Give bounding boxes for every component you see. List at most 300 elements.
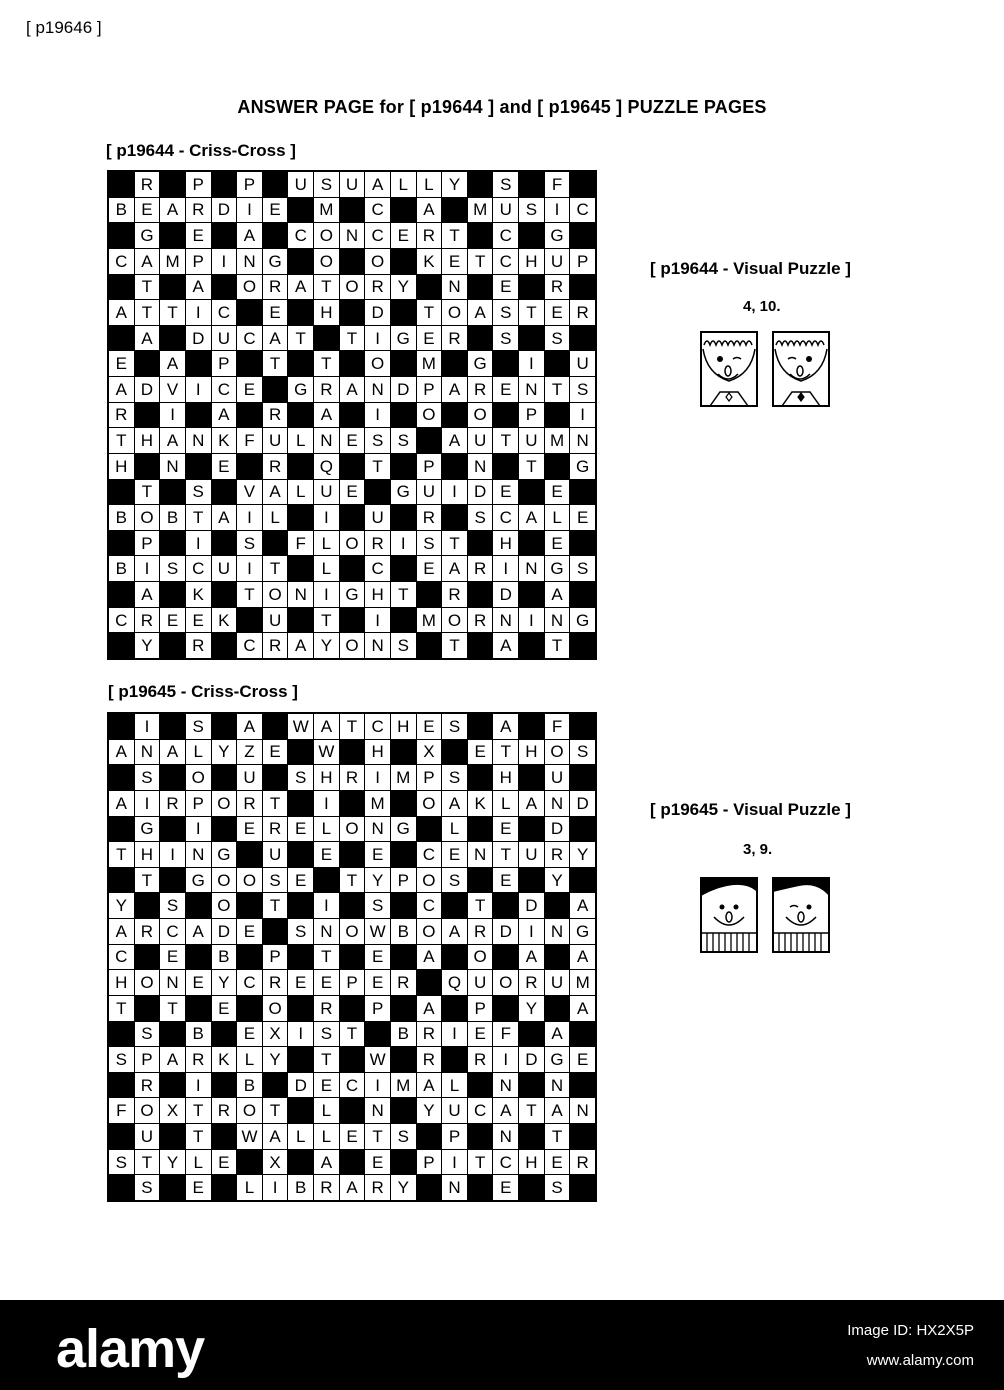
grid-cell: I: [212, 249, 237, 274]
grid-cell: R: [365, 275, 390, 300]
grid-cell: Y: [160, 1150, 185, 1175]
grid-cell: A: [288, 275, 313, 300]
grid-cell: N: [135, 740, 160, 765]
grid-cell: T: [442, 633, 467, 658]
grid-cell: T: [186, 1124, 211, 1149]
grid-block: [391, 300, 416, 325]
grid-cell: A: [442, 791, 467, 816]
grid-cell: P: [468, 996, 493, 1021]
grid-cell: S: [365, 893, 390, 918]
grid-cell: T: [493, 842, 518, 867]
grid-block: [417, 1175, 442, 1200]
grid-block: [109, 714, 134, 739]
grid-block: [212, 223, 237, 248]
grid-cell: E: [212, 454, 237, 479]
grid-cell: U: [519, 842, 544, 867]
grid-block: [468, 326, 493, 351]
grid-cell: L: [237, 1175, 262, 1200]
grid-cell: I: [442, 1150, 467, 1175]
grid-cell: C: [288, 223, 313, 248]
grid-block: [442, 403, 467, 428]
grid-cell: G: [391, 480, 416, 505]
grid-cell: I: [570, 403, 595, 428]
grid-block: [263, 919, 288, 944]
grid-cell: O: [340, 817, 365, 842]
grid-block: [391, 351, 416, 376]
grid-cell: I: [442, 1022, 467, 1047]
grid-cell: A: [263, 480, 288, 505]
grid-cell: T: [365, 1124, 390, 1149]
grid-block: [212, 582, 237, 607]
grid-block: [109, 633, 134, 658]
grid-block: [186, 945, 211, 970]
grid-cell: I: [263, 1175, 288, 1200]
grid-cell: N: [237, 249, 262, 274]
grid-cell: E: [186, 608, 211, 633]
grid-cell: T: [288, 326, 313, 351]
grid-cell: A: [545, 1022, 570, 1047]
grid-cell: E: [340, 480, 365, 505]
grid-cell: G: [545, 223, 570, 248]
grid-block: [109, 1073, 134, 1098]
grid-block: [340, 1150, 365, 1175]
grid-cell: L: [314, 556, 339, 581]
grid-cell: U: [442, 1098, 467, 1123]
grid-cell: S: [545, 326, 570, 351]
grid-cell: F: [545, 714, 570, 739]
grid-block: [545, 893, 570, 918]
grid-cell: S: [570, 740, 595, 765]
grid-cell: S: [391, 633, 416, 658]
grid-cell: A: [442, 919, 467, 944]
grid-cell: W: [365, 919, 390, 944]
grid-block: [160, 1022, 185, 1047]
clown-face-4-image: [700, 331, 758, 407]
grid-cell: M: [545, 428, 570, 453]
grid-cell: E: [186, 223, 211, 248]
grid-cell: A: [570, 945, 595, 970]
grid-block: [109, 1175, 134, 1200]
grid-cell: U: [365, 505, 390, 530]
grid-cell: B: [391, 1022, 416, 1047]
grid-block: [288, 1150, 313, 1175]
grid-cell: C: [109, 249, 134, 274]
grid-cell: O: [417, 403, 442, 428]
grid-cell: N: [493, 1073, 518, 1098]
grid-cell: S: [135, 1175, 160, 1200]
grid-cell: O: [417, 791, 442, 816]
grid-cell: T: [160, 996, 185, 1021]
grid-cell: I: [519, 919, 544, 944]
grid-cell: K: [468, 791, 493, 816]
grid-cell: E: [314, 970, 339, 995]
grid-cell: E: [417, 556, 442, 581]
grid-cell: P: [365, 996, 390, 1021]
image-id: Image ID: HX2X5P: [847, 1322, 974, 1339]
grid-block: [288, 996, 313, 1021]
grid-cell: T: [365, 454, 390, 479]
grid-cell: A: [417, 1073, 442, 1098]
grid-block: [314, 868, 339, 893]
grid-cell: P: [391, 868, 416, 893]
grid-cell: S: [263, 868, 288, 893]
grid-block: [237, 893, 262, 918]
grid-cell: T: [442, 223, 467, 248]
grid-cell: L: [493, 791, 518, 816]
grid-cell: S: [442, 714, 467, 739]
grid-cell: E: [493, 817, 518, 842]
grid-cell: C: [237, 326, 262, 351]
grid-cell: T: [545, 633, 570, 658]
grid-cell: S: [493, 326, 518, 351]
grid-cell: I: [442, 480, 467, 505]
grid-cell: E: [314, 842, 339, 867]
grid-cell: N: [365, 1098, 390, 1123]
grid-cell: H: [519, 740, 544, 765]
grid-cell: B: [109, 505, 134, 530]
grid-cell: C: [468, 1098, 493, 1123]
grid-cell: S: [545, 1175, 570, 1200]
grid-block: [417, 582, 442, 607]
grid-cell: T: [519, 1098, 544, 1123]
grid-cell: V: [160, 377, 185, 402]
grid-cell: L: [288, 1124, 313, 1149]
grid-block: [160, 326, 185, 351]
criss-cross-1-title: [ p19644 - Criss-Cross ]: [106, 141, 296, 160]
grid-cell: G: [570, 454, 595, 479]
grid-block: [493, 945, 518, 970]
grid-block: [340, 842, 365, 867]
grid-cell: A: [570, 893, 595, 918]
grid-cell: O: [468, 945, 493, 970]
grid-cell: E: [237, 919, 262, 944]
grid-cell: Q: [314, 454, 339, 479]
grid-cell: F: [493, 1022, 518, 1047]
grid-cell: S: [365, 428, 390, 453]
grid-cell: C: [237, 633, 262, 658]
grid-block: [519, 531, 544, 556]
grid-cell: N: [442, 275, 467, 300]
grid-cell: L: [314, 1124, 339, 1149]
grid-cell: A: [212, 505, 237, 530]
grid-cell: I: [135, 714, 160, 739]
grid-cell: R: [519, 970, 544, 995]
grid-block: [340, 608, 365, 633]
visual-puzzle-2-title: [ p19645 - Visual Puzzle ]: [650, 800, 851, 819]
grid-cell: U: [545, 970, 570, 995]
grid-cell: C: [365, 556, 390, 581]
grid-cell: A: [314, 714, 339, 739]
grid-cell: I: [237, 505, 262, 530]
grid-block: [545, 403, 570, 428]
grid-block: [468, 633, 493, 658]
grid-cell: P: [340, 970, 365, 995]
grid-cell: D: [493, 919, 518, 944]
grid-cell: R: [160, 791, 185, 816]
grid-cell: A: [519, 945, 544, 970]
grid-cell: U: [212, 556, 237, 581]
grid-cell: E: [417, 714, 442, 739]
grid-block: [570, 1022, 595, 1047]
grid-cell: N: [570, 428, 595, 453]
grid-cell: T: [135, 480, 160, 505]
grid-cell: C: [493, 505, 518, 530]
grid-block: [109, 531, 134, 556]
grid-block: [288, 403, 313, 428]
grid-block: [340, 556, 365, 581]
grid-cell: Y: [212, 970, 237, 995]
grid-cell: M: [365, 791, 390, 816]
grid-block: [570, 275, 595, 300]
grid-cell: H: [519, 1150, 544, 1175]
grid-block: [468, 714, 493, 739]
grid-cell: C: [493, 1150, 518, 1175]
grid-cell: G: [340, 582, 365, 607]
grid-cell: D: [212, 198, 237, 223]
grid-cell: R: [468, 1047, 493, 1072]
grid-block: [442, 893, 467, 918]
grid-block: [519, 633, 544, 658]
grid-cell: F: [109, 1098, 134, 1123]
grid-cell: T: [135, 275, 160, 300]
grid-block: [135, 403, 160, 428]
grid-cell: R: [391, 970, 416, 995]
grid-cell: W: [237, 1124, 262, 1149]
grid-cell: A: [519, 505, 544, 530]
grid-cell: U: [493, 198, 518, 223]
grid-cell: I: [314, 505, 339, 530]
grid-cell: E: [493, 275, 518, 300]
grid-block: [570, 582, 595, 607]
grid-block: [468, 1124, 493, 1149]
grid-block: [160, 633, 185, 658]
grid-block: [468, 1175, 493, 1200]
grid-block: [391, 842, 416, 867]
grid-block: [160, 1124, 185, 1149]
grid-cell: R: [135, 172, 160, 197]
grid-cell: Y: [545, 868, 570, 893]
grid-cell: G: [545, 556, 570, 581]
grid-cell: I: [160, 403, 185, 428]
grid-cell: T: [314, 945, 339, 970]
grid-cell: L: [186, 1150, 211, 1175]
grid-cell: T: [263, 556, 288, 581]
grid-cell: S: [493, 300, 518, 325]
grid-block: [340, 505, 365, 530]
grid-cell: H: [493, 531, 518, 556]
grid-block: [519, 582, 544, 607]
grid-block: [212, 275, 237, 300]
grid-cell: S: [160, 893, 185, 918]
grid-cell: I: [135, 556, 160, 581]
grid-cell: Q: [442, 970, 467, 995]
grid-cell: A: [493, 714, 518, 739]
grid-cell: O: [340, 531, 365, 556]
grid-cell: T: [340, 714, 365, 739]
grid-block: [545, 945, 570, 970]
grid-cell: U: [314, 480, 339, 505]
grid-cell: G: [212, 842, 237, 867]
grid-cell: A: [545, 1098, 570, 1123]
grid-cell: I: [365, 765, 390, 790]
grid-block: [365, 480, 390, 505]
grid-cell: R: [186, 198, 211, 223]
grid-cell: I: [365, 403, 390, 428]
grid-cell: A: [160, 1047, 185, 1072]
grid-cell: E: [570, 505, 595, 530]
grid-cell: A: [493, 633, 518, 658]
grid-cell: E: [237, 377, 262, 402]
grid-block: [519, 480, 544, 505]
grid-cell: O: [135, 505, 160, 530]
grid-cell: G: [288, 377, 313, 402]
grid-cell: Y: [391, 275, 416, 300]
grid-cell: H: [314, 300, 339, 325]
grid-block: [109, 868, 134, 893]
grid-cell: W: [288, 714, 313, 739]
grid-cell: A: [186, 275, 211, 300]
grid-cell: T: [314, 275, 339, 300]
grid-cell: E: [340, 1124, 365, 1149]
grid-cell: E: [212, 996, 237, 1021]
grid-cell: H: [391, 714, 416, 739]
grid-block: [288, 505, 313, 530]
grid-cell: C: [237, 970, 262, 995]
face-3-image: [700, 877, 758, 953]
grid-cell: L: [288, 480, 313, 505]
grid-block: [519, 223, 544, 248]
grid-cell: O: [212, 868, 237, 893]
grid-cell: U: [237, 765, 262, 790]
grid-cell: S: [237, 531, 262, 556]
grid-block: [519, 1124, 544, 1149]
grid-cell: G: [135, 223, 160, 248]
grid-cell: T: [340, 1022, 365, 1047]
grid-cell: Y: [519, 996, 544, 1021]
grid-cell: P: [417, 765, 442, 790]
grid-cell: E: [391, 223, 416, 248]
grid-block: [263, 765, 288, 790]
grid-cell: U: [263, 842, 288, 867]
grid-cell: S: [186, 480, 211, 505]
grid-cell: T: [417, 300, 442, 325]
grid-cell: I: [186, 531, 211, 556]
grid-block: [493, 454, 518, 479]
grid-cell: I: [314, 791, 339, 816]
grid-block: [212, 531, 237, 556]
grid-cell: T: [468, 1150, 493, 1175]
grid-block: [391, 893, 416, 918]
grid-cell: E: [109, 351, 134, 376]
grid-block: [186, 351, 211, 376]
grid-cell: P: [186, 172, 211, 197]
grid-cell: N: [570, 1098, 595, 1123]
grid-cell: P: [417, 454, 442, 479]
grid-cell: M: [468, 198, 493, 223]
grid-block: [545, 351, 570, 376]
grid-cell: I: [186, 300, 211, 325]
grid-cell: B: [160, 505, 185, 530]
grid-block: [340, 454, 365, 479]
grid-cell: R: [468, 608, 493, 633]
grid-block: [468, 275, 493, 300]
grid-cell: Y: [314, 633, 339, 658]
grid-cell: T: [109, 842, 134, 867]
grid-cell: N: [442, 1175, 467, 1200]
grid-cell: A: [314, 1150, 339, 1175]
grid-cell: S: [519, 198, 544, 223]
grid-block: [263, 1073, 288, 1098]
grid-block: [237, 403, 262, 428]
grid-block: [519, 817, 544, 842]
grid-cell: S: [391, 428, 416, 453]
grid-cell: E: [212, 1150, 237, 1175]
grid-block: [109, 326, 134, 351]
grid-cell: U: [340, 172, 365, 197]
grid-block: [288, 945, 313, 970]
grid-block: [160, 1175, 185, 1200]
grid-cell: E: [442, 842, 467, 867]
grid-cell: O: [237, 275, 262, 300]
grid-cell: R: [135, 1073, 160, 1098]
grid-block: [391, 249, 416, 274]
grid-cell: N: [314, 428, 339, 453]
grid-cell: I: [519, 608, 544, 633]
grid-block: [109, 275, 134, 300]
grid-cell: R: [237, 791, 262, 816]
grid-cell: T: [109, 428, 134, 453]
grid-cell: B: [288, 1175, 313, 1200]
grid-block: [442, 505, 467, 530]
grid-cell: S: [391, 1124, 416, 1149]
grid-cell: R: [365, 1175, 390, 1200]
grid-cell: A: [109, 740, 134, 765]
grid-cell: Y: [570, 842, 595, 867]
grid-cell: I: [135, 791, 160, 816]
grid-block: [288, 300, 313, 325]
grid-cell: S: [314, 172, 339, 197]
grid-cell: E: [135, 198, 160, 223]
grid-cell: A: [109, 919, 134, 944]
grid-cell: S: [442, 765, 467, 790]
grid-cell: A: [468, 300, 493, 325]
grid-cell: G: [263, 249, 288, 274]
grid-cell: S: [160, 556, 185, 581]
grid-cell: X: [160, 1098, 185, 1123]
grid-cell: P: [263, 945, 288, 970]
grid-block: [212, 1175, 237, 1200]
grid-cell: O: [237, 868, 262, 893]
grid-cell: A: [109, 300, 134, 325]
grid-cell: S: [109, 1150, 134, 1175]
grid-cell: A: [288, 633, 313, 658]
grid-cell: H: [365, 740, 390, 765]
grid-cell: O: [314, 249, 339, 274]
grid-cell: Y: [391, 1175, 416, 1200]
grid-cell: U: [288, 172, 313, 197]
grid-cell: E: [545, 480, 570, 505]
grid-block: [391, 454, 416, 479]
grid-cell: U: [570, 351, 595, 376]
grid-block: [212, 765, 237, 790]
grid-block: [135, 454, 160, 479]
grid-cell: O: [340, 633, 365, 658]
grid-cell: U: [135, 1124, 160, 1149]
grid-block: [417, 633, 442, 658]
grid-cell: Y: [417, 1098, 442, 1123]
grid-block: [340, 300, 365, 325]
grid-cell: P: [135, 531, 160, 556]
